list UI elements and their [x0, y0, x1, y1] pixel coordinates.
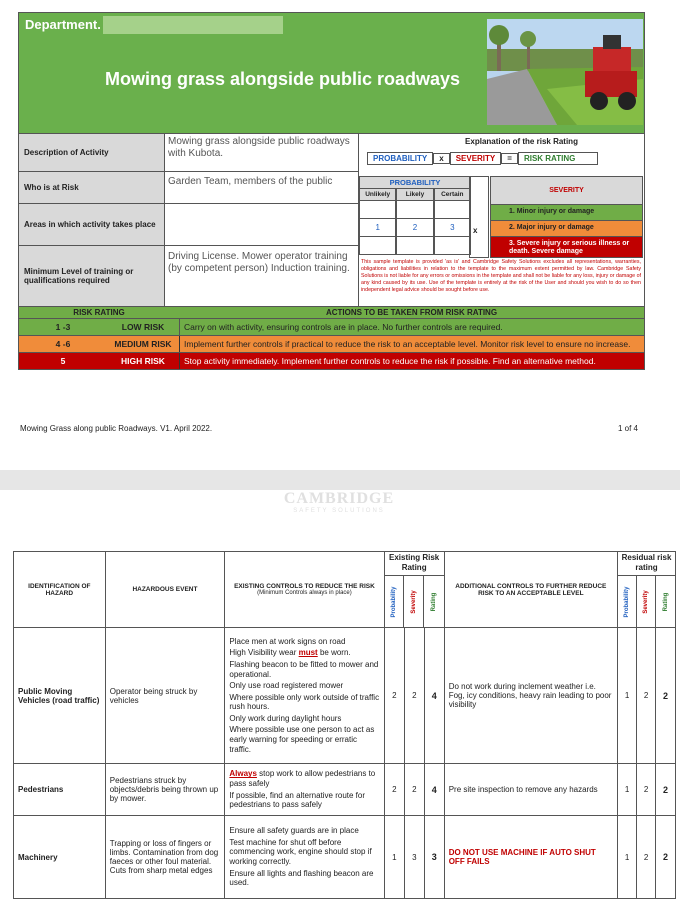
probability-blank-row [359, 237, 471, 255]
table-row [14, 816, 675, 898]
hazard-name: Pedestrians [14, 764, 106, 815]
existing-rating: 3 [425, 816, 445, 898]
residual-rating: 2 [663, 852, 669, 862]
actions-header: ACTIONS TO BE TAKEN FROM RISK RATING [325, 308, 498, 317]
control-item: Only use road registered mower [229, 681, 344, 691]
prob-cell [359, 237, 396, 255]
activity-fields [19, 134, 359, 306]
severity-minor: 1. Minor injury or damage [490, 205, 643, 221]
page-title: Mowing grass alongside public roadways [105, 69, 461, 89]
mower-photo [487, 19, 643, 125]
activity-value[interactable]: Mowing grass alongside public roadways with Kubota. [168, 136, 350, 159]
header-event: HAZARDOUS EVENT [106, 552, 226, 627]
training-label: Minimum Level of training or qualifications required [19, 246, 165, 306]
prob-value-2: 2 [396, 219, 433, 237]
areas-label: Areas in which activity takes place [19, 204, 165, 245]
severity-matrix [490, 176, 643, 258]
hazard-name: Machinery [14, 816, 106, 898]
watermark-name: CAMBRIDGE [283, 490, 395, 507]
probability-matrix [359, 176, 471, 255]
risk-range: 4 -6 [55, 339, 71, 349]
hazard-table-header [14, 552, 675, 628]
prob-col-likely: Likely [396, 189, 433, 201]
activity-label: Description of Activity [19, 134, 165, 171]
existing-rating: 4 [425, 764, 445, 815]
prob-cell [434, 237, 471, 255]
existing-probability: 2 [385, 628, 405, 763]
additional-controls: DO NOT USE MACHINE IF AUTO SHUT OFF FAILS [445, 816, 618, 898]
control-item: Place men at work signs on road [229, 636, 346, 646]
existing-probability: 2 [385, 764, 405, 815]
probability-columns [359, 189, 471, 201]
risk-row-low [19, 318, 644, 335]
prob-cell [396, 237, 433, 255]
header-identification: IDENTIFICATION OF HAZARD [14, 552, 106, 627]
risk-row-medium [19, 335, 644, 352]
risk-action: Stop activity immediately. Implement further controls to reduce the risk if possible. Find an alternative method. [179, 353, 644, 369]
residual-rating: 2 [663, 690, 669, 701]
hazard-table [13, 551, 676, 899]
multiply-column [469, 176, 489, 258]
risk-level: LOW RISK [121, 322, 165, 332]
probability-values [359, 219, 471, 237]
activity-details [19, 133, 644, 306]
control-item-always: Always stop work to allow pedestrians to pass safely [229, 769, 376, 788]
severity-major: 2. Major injury or damage [490, 221, 643, 237]
who-at-risk-value[interactable]: Garden Team, members of the public [168, 176, 333, 187]
watermark-tagline: SAFETY SOLUTIONS [293, 508, 385, 514]
risk-rating-header: RISK RATING [73, 308, 125, 317]
footer-document-info: Mowing Grass along public Roadways. V1. April 2022. [20, 424, 213, 433]
prob-cell [396, 201, 433, 219]
prob-cell [359, 201, 396, 219]
risk-level: HIGH RISK [121, 356, 165, 366]
footer-page-number: 1 of 4 [617, 424, 638, 433]
control-item: Where possible use one person to act as early warning for speeding or erratic traffic. [229, 725, 375, 754]
who-at-risk-row [19, 172, 358, 204]
existing-severity: 2 [405, 764, 425, 815]
prob-col-unlikely: Unlikely [359, 189, 396, 201]
col-rating: Rating [430, 592, 437, 611]
col-severity: Severity [637, 576, 656, 627]
control-item-visibility: High Visibility wear must be worn. [229, 648, 351, 658]
formula-times: x [433, 153, 449, 164]
existing-probability: 1 [385, 816, 405, 898]
col-severity: Severity [404, 576, 424, 627]
severity-severe: 3. Severe injury or serious illness or death. Severe damage [490, 237, 643, 258]
risk-range: 1 -3 [55, 322, 71, 332]
severity-title: SEVERITY [490, 176, 643, 205]
table-row [14, 764, 675, 816]
residual-rating-title: Residual risk rating [618, 552, 675, 576]
areas-value[interactable] [165, 204, 358, 245]
header-residual-rating [618, 552, 675, 627]
col-probability: Probability [618, 576, 637, 627]
rating-formula [367, 152, 644, 165]
risk-table-header [19, 306, 644, 318]
hazard-event: Pedestrians struck by objects/debris being thrown up by mower. [106, 764, 226, 815]
existing-rating-title: Existing Risk Rating [385, 552, 444, 576]
risk-range: 5 [60, 356, 66, 366]
residual-severity: 2 [637, 816, 656, 898]
risk-level: MEDIUM RISK [114, 339, 172, 349]
existing-severity: 2 [405, 628, 425, 763]
header-existing-controls [225, 552, 384, 627]
who-at-risk-label: Who is at Risk [19, 172, 165, 203]
col-probability: Probability [385, 576, 405, 627]
control-item: Where possible only work outside of traffic rush hours. [229, 692, 380, 712]
prob-value-3: 3 [434, 219, 471, 237]
title-banner [19, 13, 644, 133]
additional-controls: Pre site inspection to remove any hazards [445, 764, 618, 815]
prob-col-certain: Certain [434, 189, 471, 201]
existing-controls-title: EXISTING CONTROLS TO REDUCE THE RISK [234, 583, 375, 590]
training-row [19, 246, 358, 306]
existing-controls [225, 764, 385, 815]
risk-rating-explanation [359, 134, 644, 306]
areas-row [19, 204, 358, 246]
risk-action: Carry on with activity, ensuring controls are in place. No further controls are required. [179, 319, 644, 335]
additional-controls: Do not work during inclement weather i.e. Fog, icy conditions, heavy rain leading to poor visibility [445, 628, 618, 763]
existing-rating: 4 [425, 628, 445, 763]
header-existing-rating [385, 552, 445, 627]
department-field[interactable] [103, 16, 283, 34]
residual-rating: 2 [663, 784, 669, 795]
existing-controls-note: (Minimum Controls always in place) [257, 590, 352, 596]
formula-equals: = [501, 153, 518, 164]
col-rating: Rating [662, 592, 669, 611]
page-footer [20, 424, 638, 433]
existing-controls [225, 816, 385, 898]
multiply-sign: x [473, 226, 478, 235]
formula-risk-rating: RISK RATING [518, 152, 598, 165]
activity-row [19, 134, 358, 172]
risk-row-high [19, 352, 644, 369]
training-value[interactable]: Driving License. Mower operator training (by competent person) Induction training. [168, 251, 350, 274]
hazard-event: Trapping or loss of fingers or limbs. Contamination from dog faeces or other foul material. Cuts from sharp metal edges [106, 816, 226, 898]
prob-value-1: 1 [359, 219, 396, 237]
control-item: Test machine for shut off before commencing work, engine should stop if working correctly. [229, 837, 372, 866]
table-row [14, 628, 675, 764]
control-item: If possible, find an alternative route for pedestrians to pass safely [229, 790, 366, 810]
page-separator [0, 470, 680, 490]
residual-probability: 1 [618, 816, 637, 898]
formula-severity: SEVERITY [450, 152, 502, 165]
existing-controls [225, 628, 385, 763]
existing-severity: 3 [405, 816, 425, 898]
residual-severity: 2 [637, 764, 656, 815]
control-item: Ensure all lights and flashing beacon are used. [229, 868, 374, 888]
hazard-name: Public Moving Vehicles (road traffic) [14, 628, 106, 763]
control-item: Only work during daylight hours [229, 713, 342, 723]
disclaimer-text: This sample template is provided 'as is' and Cambridge Safety Solutions excludes all representations, warranties, obligations and liabilities in relation to the template to the maximum extent permitted by law. Cambridge Safety Solutions is not liable for any errors or omissions in the template and shall not be liable for any loss, injury or damage of any kind caused by its use. Use of the template is entirely at the risk of the User and should you wish to do so then independent legal advice should be sought before use. [361, 259, 641, 293]
risk-assessment-page-1 [18, 12, 645, 370]
residual-severity: 2 [637, 628, 656, 763]
risk-action: Implement further controls if practical to reduce the risk to an acceptable level. Monitor risk level to ensure no increase. [179, 336, 644, 352]
probability-blank-row [359, 201, 471, 219]
department-label: Department. [25, 17, 101, 32]
company-watermark [264, 490, 414, 524]
explanation-title: Explanation of the risk Rating [465, 137, 578, 146]
control-item: Flashing beacon to be fitted to mower and operational. [229, 659, 379, 679]
prob-cell [434, 201, 471, 219]
header-additional-controls: ADDITIONAL CONTROLS TO FURTHER REDUCE RISK TO AN ACCEPTABLE LEVEL [445, 552, 618, 627]
residual-probability: 1 [618, 628, 637, 763]
control-item: Ensure all safety guards are in place [229, 826, 359, 836]
formula-probability: PROBABILITY [367, 152, 433, 165]
probability-title: PROBABILITY [359, 176, 471, 189]
residual-probability: 1 [618, 764, 637, 815]
hazard-event: Operator being struck by vehicles [106, 628, 226, 763]
